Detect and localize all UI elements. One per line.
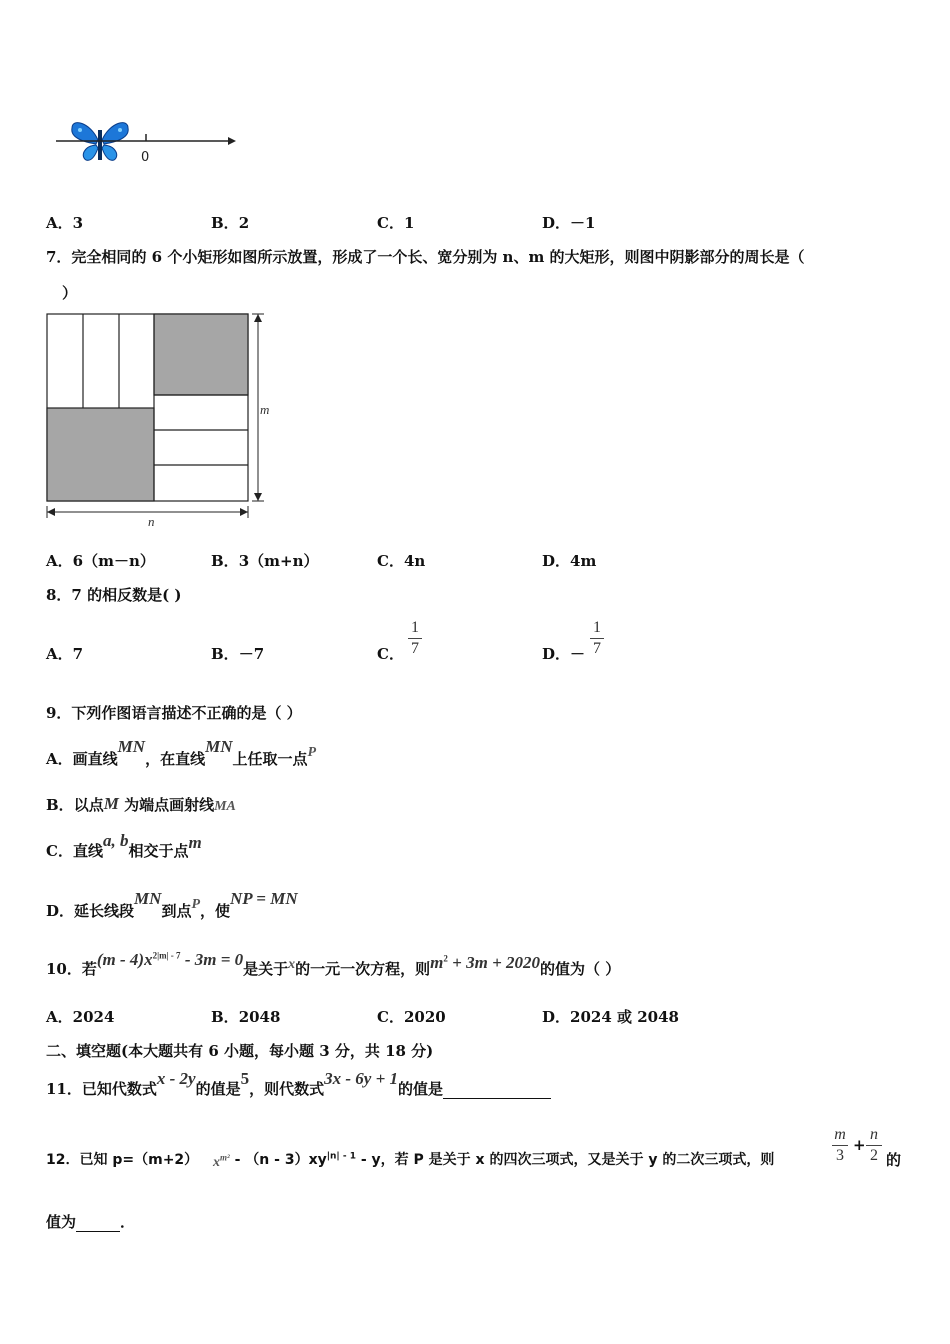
- shaded-bottom-left: [47, 408, 154, 501]
- q8-option-a: A．7: [46, 645, 84, 663]
- q9-stem: 9．下列作图语言描述不正确的是（ ）: [46, 704, 302, 722]
- q12-stem: 12．已知 p=（m+2） $x^{m^2} - (n - 3)xy^{|n| - 1}$ - y，若 P 是关于 x 的四次三项式，又是关于 y 的二次三项式，则: [46, 1151, 775, 1170]
- q8-option-d-label: D．－: [542, 645, 586, 663]
- q6-option-b: B．2: [211, 214, 250, 232]
- q8-option-d-fraction: 1 7: [590, 619, 604, 658]
- section-title: 二、填空题(本大题共有 6 小题，每小题 3 分，共 18 分): [46, 1042, 434, 1060]
- q6-option-d: D．－1: [542, 214, 596, 232]
- q10-option-c: C．2020: [377, 1008, 446, 1026]
- q12-plus: +: [853, 1136, 866, 1154]
- q7-option-b: B．3（m+n）: [211, 552, 319, 570]
- q7-stem: 7．完全相同的 6 个小矩形如图所示放置，形成了一个长、宽分别为 n、m 的大矩形，则图中阴影部分的周长是（: [46, 248, 805, 266]
- q7-option-c: C．4n: [377, 552, 426, 570]
- q8-option-c-label: C．: [377, 645, 404, 663]
- q10-option-b: B．2048: [211, 1008, 281, 1026]
- q9-option-d: D．延长线段MN到点P，使NP = MN: [46, 889, 298, 920]
- q6-option-c: C．1: [377, 214, 415, 232]
- q12-line2: 值为 ．: [46, 1213, 136, 1231]
- q8-option-c-fraction: 1 7: [408, 619, 422, 658]
- q10-option-a: A．2024: [46, 1008, 115, 1026]
- q9-option-a: A．画直线MN，在直线MN上任取一点P: [46, 737, 317, 768]
- q12-fraction-n2: n 2: [866, 1126, 882, 1165]
- q6-option-a: A．3: [46, 214, 84, 232]
- q8-stem: 8．7 的相反数是( ): [46, 586, 182, 604]
- m-label: m: [260, 402, 270, 417]
- number-line-figure: [50, 112, 250, 172]
- q10-stem: 10．若$(m - 4)x^{2|m| - 7} - 3m = 0$是关于x的一元一次方程，则$m^2 + 3m + 2020$的值为（ ）: [46, 950, 621, 978]
- q11-answer-blank[interactable]: [443, 1080, 551, 1099]
- q9-option-b: B．以点M 为端点画射线MA: [46, 794, 236, 814]
- q11-stem: 11．已知代数式x - 2y的值是5，则代数式3x - 6y + 1的值是: [46, 1078, 551, 1099]
- q9-option-c: C．直线a, b相交于点m: [46, 831, 202, 860]
- q12-answer-blank[interactable]: [76, 1213, 120, 1232]
- q10-option-d: D．2024 或 2048: [542, 1008, 679, 1026]
- q8-option-b: B．－7: [211, 645, 265, 663]
- q7-stem-end: ）: [62, 284, 78, 302]
- shaded-top-right: [154, 314, 248, 395]
- rectangle-figure: [40, 308, 280, 530]
- q7-option-d: D．4m: [542, 552, 597, 570]
- n-label: n: [148, 514, 155, 529]
- q12-end: 的: [886, 1151, 902, 1169]
- q7-option-a: A．6（m－n）: [46, 552, 155, 570]
- zero-label: 0: [141, 150, 150, 165]
- q12-fraction-m3: m 3: [832, 1126, 848, 1165]
